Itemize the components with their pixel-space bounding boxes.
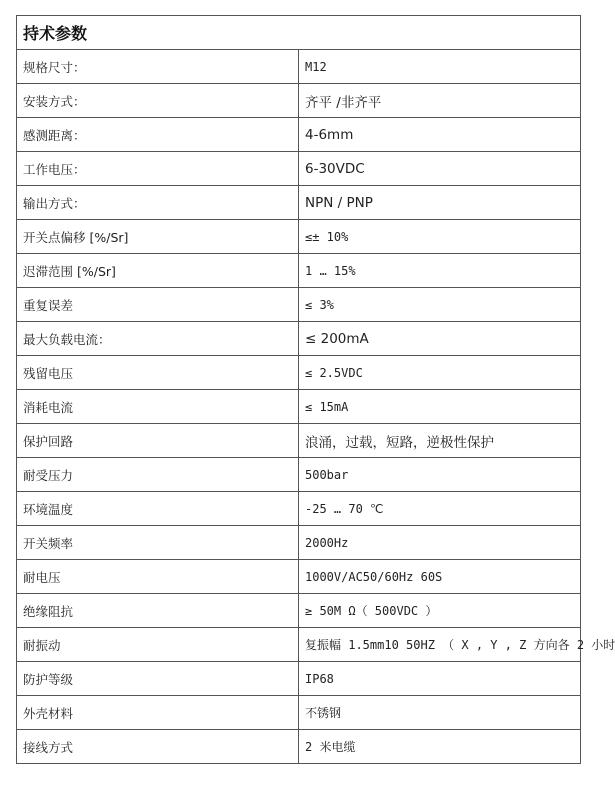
- spec-value: ≥ 50M Ω（ 500VDC ）: [299, 594, 581, 628]
- spec-label: 防护等级: [17, 662, 299, 696]
- spec-value: 4-6mm: [299, 118, 581, 152]
- spec-row: [17, 696, 581, 730]
- spec-value: IP68: [299, 662, 581, 696]
- spec-row: [17, 322, 581, 356]
- spec-label: 输出方式：: [17, 186, 299, 220]
- spec-value: -25 … 70 ℃: [299, 492, 581, 526]
- spec-label: 最大负载电流：: [17, 322, 299, 356]
- spec-row: [17, 84, 581, 118]
- spec-row: [17, 186, 581, 220]
- spec-value: 6-30VDC: [299, 152, 581, 186]
- spec-label: 环境温度: [17, 492, 299, 526]
- spec-label: 残留电压: [17, 356, 299, 390]
- spec-label: 重复误差: [17, 288, 299, 322]
- spec-value: 500bar: [299, 458, 581, 492]
- spec-row: [17, 560, 581, 594]
- spec-label: 耐受压力: [17, 458, 299, 492]
- spec-value: M12: [299, 50, 581, 84]
- spec-row: [17, 492, 581, 526]
- spec-row: [17, 50, 581, 84]
- spec-label: 外壳材料: [17, 696, 299, 730]
- spec-row: [17, 118, 581, 152]
- spec-row: [17, 254, 581, 288]
- spec-row: [17, 288, 581, 322]
- spec-value: ≤ 200mA: [299, 322, 581, 356]
- spec-label: 感测距离：: [17, 118, 299, 152]
- spec-row: [17, 390, 581, 424]
- spec-row: [17, 628, 581, 662]
- spec-row: [17, 356, 581, 390]
- spec-label: 安装方式：: [17, 84, 299, 118]
- spec-label: 工作电压：: [17, 152, 299, 186]
- spec-value: 浪涌，过载，短路，逆极性保护: [299, 424, 581, 458]
- spec-value: 复振幅 1.5mm10 50HZ （ X , Y , Z 方向各 2 小时: [299, 628, 581, 662]
- spec-label: 接线方式: [17, 730, 299, 764]
- spec-label: 保护回路: [17, 424, 299, 458]
- spec-row: [17, 594, 581, 628]
- spec-value: ≤± 10%: [299, 220, 581, 254]
- spec-table: [16, 15, 615, 764]
- spec-value: ≤ 3%: [299, 288, 581, 322]
- spec-row: [17, 458, 581, 492]
- spec-value: 2000Hz: [299, 526, 581, 560]
- spec-label: 绝缘阻抗: [17, 594, 299, 628]
- table-title: 持术参数: [17, 16, 581, 50]
- spec-value: 1000V/AC50/60Hz 60S: [299, 560, 581, 594]
- spec-row: [17, 526, 581, 560]
- spec-row: [17, 220, 581, 254]
- spec-row: [17, 424, 581, 458]
- spec-value: 1 … 15%: [299, 254, 581, 288]
- spec-label: 规格尺寸：: [17, 50, 299, 84]
- spec-table-body: [17, 16, 615, 764]
- spec-label: 耐电压: [17, 560, 299, 594]
- spec-value: NPN / PNP: [299, 186, 581, 220]
- title-row: [17, 16, 581, 50]
- spec-label: 耐振动: [17, 628, 299, 662]
- spec-value: 2 米电缆: [299, 730, 581, 764]
- spec-row: [17, 152, 581, 186]
- spec-label: 开关点偏移 [%/Sr]: [17, 220, 299, 254]
- spec-value: ≤ 15mA: [299, 390, 581, 424]
- spec-label: 消耗电流: [17, 390, 299, 424]
- spec-value: ≤ 2.5VDC: [299, 356, 581, 390]
- spec-label: 迟滞范围 [%/Sr]: [17, 254, 299, 288]
- spec-label: 开关频率: [17, 526, 299, 560]
- spec-value: 不锈钢: [299, 696, 581, 730]
- spec-row: [17, 662, 581, 696]
- spec-row: [17, 730, 581, 764]
- spec-value: 齐平 /非齐平: [299, 84, 581, 118]
